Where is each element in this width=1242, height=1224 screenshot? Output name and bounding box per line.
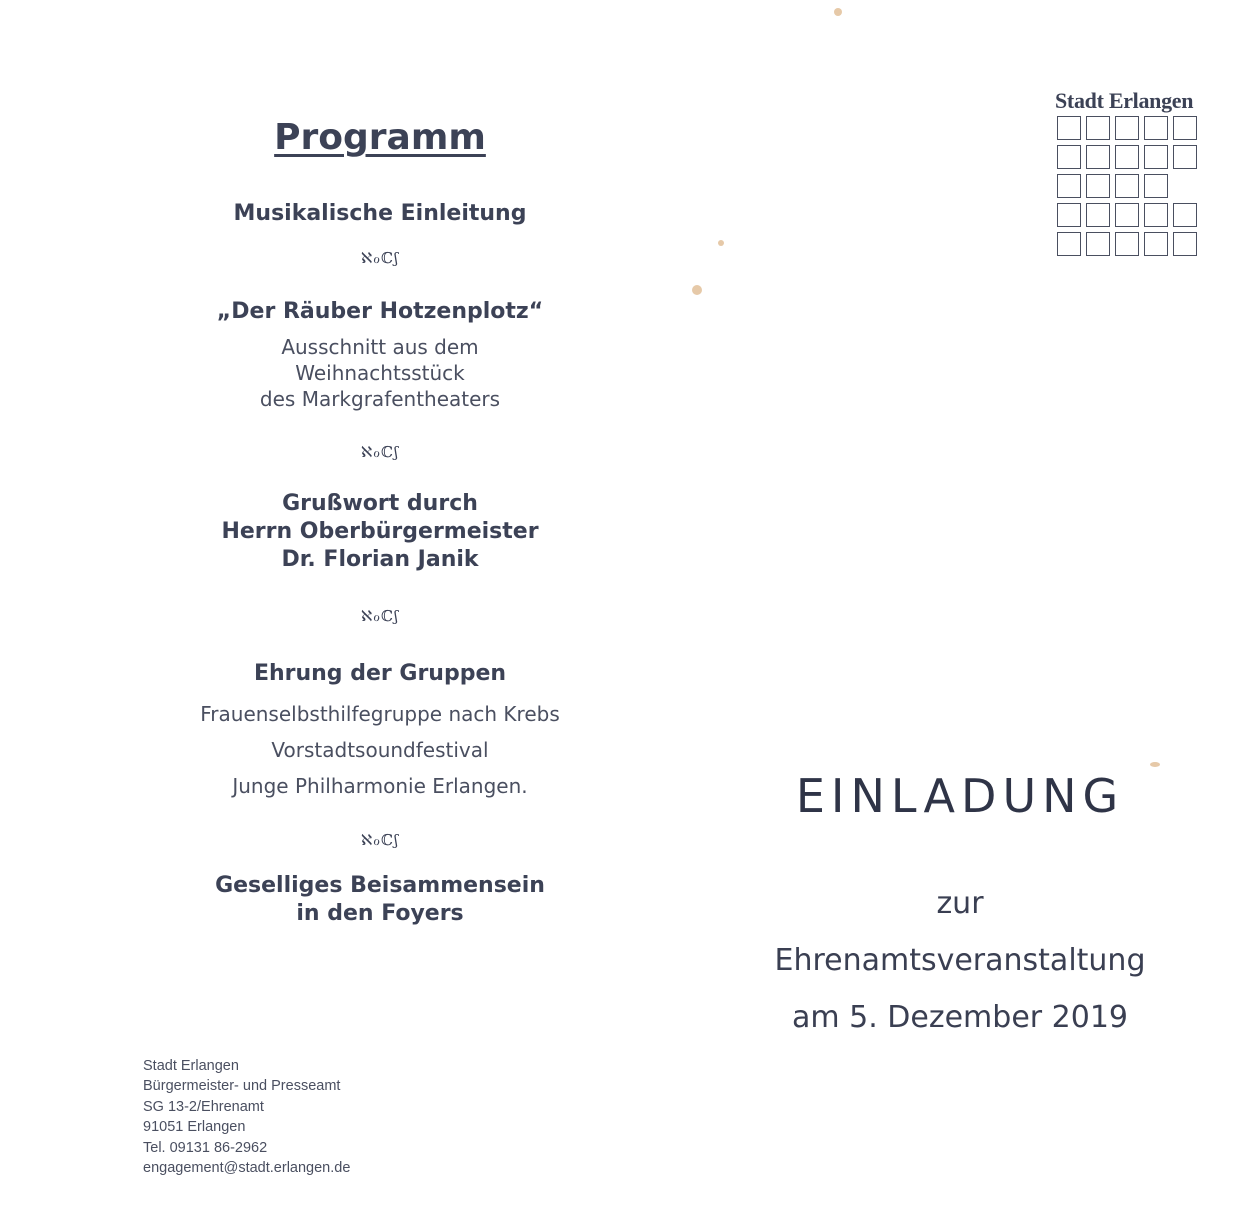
program-item-play-line: des Markgrafentheaters <box>259 387 501 411</box>
program-item-social-line: Geselliges Beisammensein <box>215 873 545 898</box>
scan-speck <box>692 285 702 295</box>
scan-speck <box>718 240 724 246</box>
honored-group: Frauenselbsthilfegruppe nach Krebs <box>200 702 560 726</box>
program-item-social-line: in den Foyers <box>296 901 464 926</box>
program-item-greeting-line: Herrn Oberbürgermeister <box>221 519 539 544</box>
program-title: Programm <box>274 117 486 158</box>
program-item-play-title: „Der Räuber Hotzenplotz“ <box>216 299 544 324</box>
honored-group: Vorstadtsoundfestival <box>271 738 489 762</box>
address-line: Tel. 09131 86-2962 <box>143 1139 268 1156</box>
logo-wordmark: Stadt Erlangen <box>1055 88 1194 113</box>
ornament-divider: ℵℴℂʃ <box>360 249 400 267</box>
address-line: 91051 Erlangen <box>143 1119 246 1136</box>
address-line: Stadt Erlangen <box>143 1058 239 1074</box>
city-logo <box>1055 88 1201 114</box>
address-line: Bürgermeister- und Presseamt <box>143 1078 341 1095</box>
scan-speck <box>834 8 842 16</box>
invitation-title: EINLADUNG <box>795 769 1125 823</box>
honored-group: Junge Philharmonie Erlangen. <box>232 774 528 798</box>
program-item-honors-heading: Ehrung der Gruppen <box>253 661 507 686</box>
invitation-subtitle-zur: zur <box>936 886 984 921</box>
ornament-divider: ℵℴℂʃ <box>360 443 400 461</box>
program-item-greeting-line: Dr. Florian Janik <box>281 547 479 572</box>
program-item-play-line: Ausschnitt aus dem <box>281 335 479 359</box>
invitation-event-date: am 5. Dezember 2019 <box>791 1000 1128 1035</box>
ornament-divider: ℵℴℂʃ <box>360 607 400 625</box>
contact-address <box>143 1056 350 1178</box>
program-item-play-line: Weihnachtsstück <box>295 361 465 385</box>
invitation-event-name: Ehrenamtsveranstaltung <box>774 943 1146 978</box>
program-item-greeting-line: Grußwort durch <box>282 491 478 516</box>
scan-speck <box>1150 762 1160 767</box>
address-email: engagement@stadt.erlangen.de <box>143 1160 351 1177</box>
program-item-musical-intro: Musikalische Einleitung <box>233 201 527 226</box>
ornament-divider: ℵℴℂʃ <box>360 831 400 849</box>
program-panel <box>100 110 660 928</box>
address-line: SG 13-2/Ehrenamt <box>143 1098 264 1115</box>
